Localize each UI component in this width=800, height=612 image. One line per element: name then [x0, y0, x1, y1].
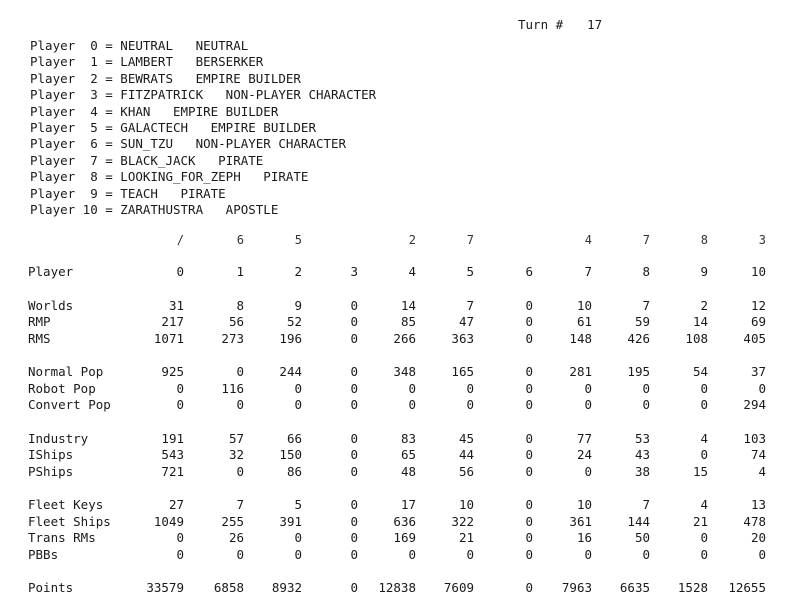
- table-cell: 4: [700, 430, 708, 446]
- player-line: Player 0 = NEUTRAL NEUTRAL: [30, 38, 249, 53]
- player-line: Player 3 = FITZPATRICK NON-PLAYER CHARACTER: [30, 87, 377, 103]
- table-cell: 77: [576, 430, 592, 446]
- row-label: PShips: [28, 463, 74, 479]
- table-cell: 52: [286, 314, 302, 329]
- table-row: [0, 397, 800, 414]
- table-cell: 266: [393, 330, 416, 346]
- table-cell: 21: [692, 513, 708, 529]
- table-cell: 3: [350, 264, 358, 279]
- row-label: PBBs: [28, 546, 59, 562]
- table-cell: 0: [236, 397, 244, 412]
- handwritten-mark: 4: [584, 233, 592, 247]
- table-cell: 478: [743, 513, 766, 529]
- table-cell: 196: [279, 330, 302, 346]
- table-cell: 150: [279, 447, 302, 462]
- table-cell: 54: [692, 364, 708, 379]
- table-cell: 65: [400, 447, 416, 462]
- row-label: IShips: [28, 447, 74, 462]
- table-cell: 0: [525, 580, 533, 595]
- table-cell: 0: [525, 430, 533, 446]
- row-label: Robot Pop: [28, 380, 96, 396]
- table-cell: 0: [350, 463, 358, 479]
- table-cell: 10: [458, 497, 474, 512]
- table-cell: 0: [584, 463, 592, 479]
- table-cell: 0: [408, 380, 416, 396]
- table-cell: 66: [286, 430, 302, 446]
- table-cell: 0: [350, 397, 358, 412]
- row-label: Convert Pop: [28, 397, 111, 412]
- table-cell: 7: [642, 497, 650, 512]
- table-cell: 108: [685, 330, 708, 346]
- row-label: RMS: [28, 330, 51, 346]
- table-cell: 5: [466, 264, 474, 279]
- handwritten-mark: 6: [236, 233, 244, 247]
- table-cell: 17: [400, 497, 416, 512]
- table-cell: 348: [393, 364, 416, 379]
- table-cell: 0: [350, 546, 358, 562]
- table-cell: 12838: [378, 580, 416, 595]
- table-cell: 0: [584, 380, 592, 396]
- row-label: Normal Pop: [28, 364, 104, 379]
- table-cell: 9: [294, 297, 302, 313]
- row-label: RMP: [28, 314, 51, 329]
- table-cell: 21: [458, 530, 474, 545]
- handwritten-marks: [0, 233, 800, 253]
- table-cell: 86: [286, 463, 302, 479]
- table-cell: 14: [400, 297, 416, 313]
- table-cell: 0: [525, 530, 533, 545]
- table-cell: 74: [750, 447, 766, 462]
- table-cell: 6858: [213, 580, 244, 595]
- table-cell: 361: [569, 513, 592, 529]
- table-cell: 27: [168, 497, 184, 512]
- table-cell: 0: [350, 330, 358, 346]
- handwritten-mark: 5: [294, 233, 302, 247]
- table-cell: 61: [576, 314, 592, 329]
- row-label: Fleet Keys: [28, 497, 104, 512]
- player-line: Player 4 = KHAN EMPIRE BUILDER: [30, 103, 279, 119]
- table-cell: 191: [161, 430, 184, 446]
- table-cell: 12655: [728, 580, 766, 595]
- table-cell: 0: [525, 447, 533, 462]
- table-cell: 38: [634, 463, 650, 479]
- table-cell: 0: [525, 463, 533, 479]
- table-cell: 33579: [146, 580, 184, 595]
- table-cell: 0: [525, 513, 533, 529]
- table-cell: 273: [221, 330, 244, 346]
- handwritten-mark: 2: [408, 233, 416, 247]
- table-cell: 0: [350, 297, 358, 313]
- table-cell: 0: [525, 546, 533, 562]
- table-cell: 0: [700, 530, 708, 545]
- table-cell: 6635: [619, 580, 650, 595]
- table-cell: 144: [627, 513, 650, 529]
- player-line: Player 2 = BEWRATS EMPIRE BUILDER: [30, 70, 301, 86]
- table-cell: 0: [176, 530, 184, 545]
- table-cell: 0: [236, 546, 244, 562]
- table-row: [0, 331, 800, 348]
- table-cell: 0: [525, 364, 533, 379]
- table-cell: 0: [466, 546, 474, 562]
- row-label: Worlds: [28, 297, 74, 313]
- table-cell: 31: [168, 297, 184, 313]
- table-cell: 0: [700, 380, 708, 396]
- table-cell: 116: [221, 380, 244, 396]
- table-cell: 1: [236, 264, 244, 279]
- table-cell: 48: [400, 463, 416, 479]
- table-row: [0, 580, 800, 597]
- table-cell: 83: [400, 430, 416, 446]
- table-cell: 636: [393, 513, 416, 529]
- table-cell: 0: [525, 330, 533, 346]
- table-cell: 0: [294, 380, 302, 396]
- table-cell: 20: [750, 530, 766, 545]
- table-cell: 1049: [153, 513, 184, 529]
- table-row: [0, 497, 800, 514]
- table-cell: 322: [451, 513, 474, 529]
- table-cell: 45: [458, 430, 474, 446]
- table-cell: 217: [161, 314, 184, 329]
- group-spacer: [0, 347, 800, 364]
- table-cell: 6: [525, 264, 533, 279]
- turn-indicator: [518, 17, 602, 32]
- table-cell: 0: [294, 397, 302, 412]
- table-cell: 0: [350, 513, 358, 529]
- table-cell: 0: [294, 530, 302, 545]
- table-cell: 7: [584, 264, 592, 279]
- table-cell: 0: [758, 380, 766, 396]
- table-cell: 7963: [561, 580, 592, 595]
- table-cell: 0: [350, 580, 358, 595]
- table-cell: 9: [700, 264, 708, 279]
- player-line: Player 5 = GALACTECH EMPIRE BUILDER: [30, 119, 316, 135]
- table-cell: 148: [569, 330, 592, 346]
- player-line: Player 9 = TEACH PIRATE: [30, 185, 226, 201]
- row-label: Points: [28, 580, 74, 595]
- table-cell: 0: [525, 297, 533, 313]
- table-cell: 5: [294, 497, 302, 512]
- player-line: Player 10 = ZARATHUSTRA APOSTLE: [30, 201, 279, 217]
- table-row: [0, 514, 800, 531]
- table-cell: 8932: [271, 580, 302, 595]
- table-row: [0, 547, 800, 564]
- table-cell: 543: [161, 447, 184, 462]
- table-cell: 195: [627, 364, 650, 379]
- table-cell: 0: [466, 380, 474, 396]
- row-label: Trans RMs: [28, 530, 96, 545]
- table-cell: 294: [743, 397, 766, 412]
- table-cell: 32: [228, 447, 244, 462]
- handwritten-mark: 7: [642, 233, 650, 247]
- table-cell: 0: [294, 546, 302, 562]
- table-cell: 26: [228, 530, 244, 545]
- player-line: Player 1 = LAMBERT BERSERKER: [30, 54, 264, 70]
- player-line: Player 6 = SUN_TZU NON-PLAYER CHARACTER: [30, 136, 347, 152]
- table-cell: 0: [350, 364, 358, 379]
- table-cell: 15: [692, 463, 708, 479]
- turn-number: 17: [587, 17, 603, 32]
- handwritten-mark: 7: [466, 233, 474, 247]
- table-cell: 0: [176, 546, 184, 562]
- player-line: Player 7 = BLACK_JACK PIRATE: [30, 152, 264, 168]
- handwritten-mark: 3: [758, 233, 766, 247]
- table-cell: 24: [576, 447, 592, 462]
- table-row: [0, 381, 800, 398]
- table-cell: 10: [750, 264, 766, 279]
- table-cell: 0: [525, 397, 533, 412]
- table-cell: 0: [350, 447, 358, 462]
- table-cell: 0: [584, 546, 592, 562]
- table-cell: 0: [525, 380, 533, 396]
- table-cell: 59: [634, 314, 650, 329]
- table-cell: 281: [569, 364, 592, 379]
- table-row: [0, 447, 800, 464]
- table-cell: 255: [221, 513, 244, 529]
- table-row: [0, 464, 800, 481]
- table-cell: 0: [466, 397, 474, 412]
- table-cell: 0: [408, 397, 416, 412]
- table-cell: 165: [451, 364, 474, 379]
- table-cell: 7609: [443, 580, 474, 595]
- table-cell: 69: [750, 314, 766, 329]
- table-cell: 2: [294, 264, 302, 279]
- table-cell: 37: [750, 364, 766, 379]
- table-cell: 0: [758, 546, 766, 562]
- table-row: [0, 298, 800, 315]
- table-cell: 0: [176, 397, 184, 412]
- table-cell: 7: [236, 497, 244, 512]
- table-cell: 169: [393, 530, 416, 545]
- table-cell: 0: [642, 380, 650, 396]
- group-spacer: [0, 414, 800, 431]
- table-cell: 56: [458, 463, 474, 479]
- table-cell: 53: [634, 430, 650, 446]
- table-cell: 85: [400, 314, 416, 329]
- table-cell: 47: [458, 314, 474, 329]
- table-cell: 0: [584, 397, 592, 412]
- table-cell: 0: [350, 497, 358, 512]
- table-cell: 4: [758, 463, 766, 479]
- table-cell: 13: [750, 497, 766, 512]
- table-cell: 16: [576, 530, 592, 545]
- handwritten-mark: /: [176, 233, 184, 247]
- player-list: [30, 38, 376, 218]
- table-row: [0, 314, 800, 331]
- table-cell: 56: [228, 314, 244, 329]
- table-row: [0, 364, 800, 381]
- table-cell: 0: [642, 397, 650, 412]
- table-cell: 0: [408, 546, 416, 562]
- table-cell: 925: [161, 364, 184, 379]
- group-spacer: [0, 480, 800, 497]
- table-cell: 10: [576, 497, 592, 512]
- table-cell: 1528: [677, 580, 708, 595]
- table-cell: 1071: [153, 330, 184, 346]
- table-cell: 44: [458, 447, 474, 462]
- table-cell: 391: [279, 513, 302, 529]
- group-spacer: [0, 281, 800, 298]
- table-cell: 4: [408, 264, 416, 279]
- table-cell: 0: [176, 264, 184, 279]
- table-cell: 57: [228, 430, 244, 446]
- table-cell: 0: [700, 447, 708, 462]
- header-row: [0, 264, 800, 281]
- table-cell: 0: [176, 380, 184, 396]
- table-cell: 0: [700, 546, 708, 562]
- row-label: Player: [28, 264, 74, 279]
- table-cell: 103: [743, 430, 766, 446]
- table-cell: 7: [466, 297, 474, 313]
- table-cell: 0: [350, 430, 358, 446]
- table-cell: 0: [525, 314, 533, 329]
- table-row: [0, 431, 800, 448]
- table-cell: 12: [750, 297, 766, 313]
- table-cell: 363: [451, 330, 474, 346]
- table-cell: 0: [350, 380, 358, 396]
- table-cell: 2: [700, 297, 708, 313]
- group-spacer: [0, 563, 800, 580]
- table-cell: 50: [634, 530, 650, 545]
- table-cell: 405: [743, 330, 766, 346]
- table-cell: 7: [642, 297, 650, 313]
- table-cell: 0: [236, 463, 244, 479]
- table-cell: 0: [700, 397, 708, 412]
- table-cell: 8: [642, 264, 650, 279]
- table-cell: 0: [350, 314, 358, 329]
- table-cell: 0: [236, 364, 244, 379]
- table-cell: 4: [700, 497, 708, 512]
- table-cell: 0: [350, 530, 358, 545]
- table-cell: 244: [279, 364, 302, 379]
- table-cell: 0: [525, 497, 533, 512]
- table-cell: 10: [576, 297, 592, 313]
- table-row: [0, 530, 800, 547]
- table-cell: 0: [642, 546, 650, 562]
- table-cell: 43: [634, 447, 650, 462]
- row-label: Fleet Ships: [28, 513, 111, 529]
- stats-table: [0, 264, 800, 597]
- player-line: Player 8 = LOOKING_FOR_ZEPH PIRATE: [30, 169, 309, 185]
- table-cell: 721: [161, 463, 184, 479]
- row-label: Industry: [28, 430, 89, 446]
- turn-label: Turn #: [518, 17, 564, 32]
- handwritten-mark: 8: [700, 233, 708, 247]
- table-cell: 14: [692, 314, 708, 329]
- table-cell: 426: [627, 330, 650, 346]
- table-cell: 8: [236, 297, 244, 313]
